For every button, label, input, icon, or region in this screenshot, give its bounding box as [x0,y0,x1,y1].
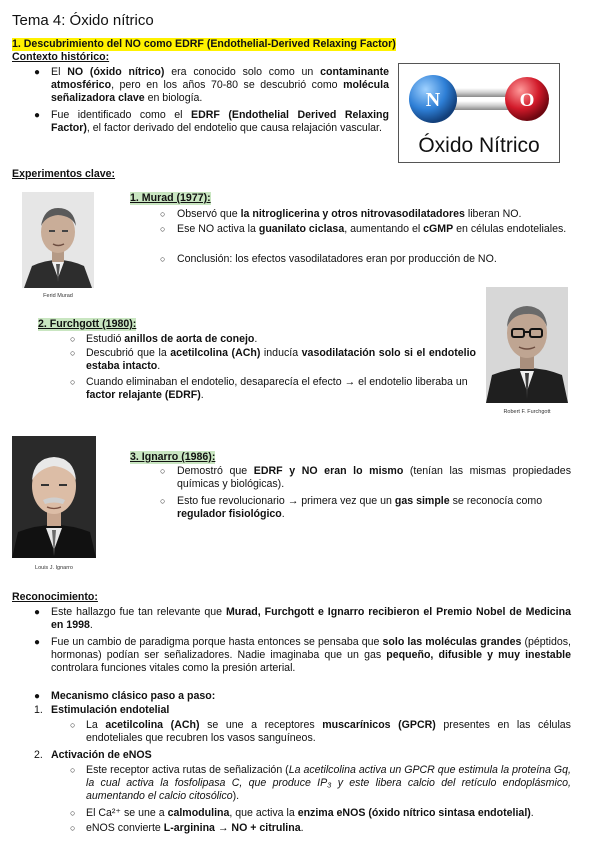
step-2-point-2: El Ca²⁺ se une a calmodulina, que activa la enzima eNOS (óxido nítrico sintasa endotelial). [86,807,534,819]
ignarro-portrait [12,436,96,558]
molecule-label: Óxido Nítrico [418,134,540,157]
atom-n-label: N [425,89,441,111]
bullet: ● [34,110,41,121]
bullet: ● [34,637,41,648]
bullet-circle: ○ [160,496,166,506]
bullet-circle: ○ [160,209,166,219]
bullet-circle: ○ [70,377,76,387]
bullet: ● [34,607,41,618]
murad-portrait [22,192,94,288]
bullet-circle: ○ [160,224,166,234]
bullet: ● [34,691,41,702]
bullet-circle: ○ [70,720,76,730]
mechanism-heading: Mecanismo clásico paso a paso: [51,690,216,702]
step-2-point-1: Este receptor activa rutas de señalización (La acetilcolina activa un GPCR que estimula la proteína Gq, la cual activa la fosfolipasa C, que produce IP₃ y este libera calcio del retículo endoplásmico, aumentando el calcio citosólico). [86,764,571,802]
step-2-number: 2. [34,749,43,761]
bullet-circle: ○ [160,466,166,476]
murad-title: 1. Murad (1977): [130,192,211,204]
context-bullet-2: Fue identificado como el EDRF (Endothelial Derived Relaxing Factor), el factor derivado del endotelio que causa relajación vascular. [51,109,389,134]
step-1-point-1: La acetilcolina (ACh) se une a receptores muscarínicos (GPCR) presentes en las células endoteliales que recubren los vasos sanguíneos. [86,719,571,744]
context-heading: Contexto histórico: [12,51,110,63]
step-2-title: Activación de eNOS [51,749,152,761]
bullet-circle: ○ [70,765,76,775]
murad-point-1: Observó que la nitroglicerina y otros nitrovasodilatadores liberan NO. [177,208,522,220]
furchgott-portrait [486,287,568,403]
murad-caption: Ferid Murad [43,293,73,299]
bullet-circle: ○ [70,808,76,818]
furchgott-title: 2. Furchgott (1980): [38,318,137,330]
murad-point-3: Conclusión: los efectos vasodilatadores eran por producción de NO. [177,253,497,265]
ignarro-title: 3. Ignarro (1986): [130,451,216,463]
ignarro-point-1: Demostró que EDRF y NO eran lo mismo (tenían las mismas propiedades químicas y biológicas). [177,465,571,490]
step-1-title: Estimulación endotelial [51,704,170,716]
atom-o-label: O [519,90,535,111]
recognition-bullet-2: Fue un cambio de paradigma porque hasta entonces se pensaba que solo las moléculas grandes (péptidos, hormonas) podían ser señalizadores. Nadie imaginaba que un gas pequeño, difusible y muy inestable controlara funciones vitales como la presión arterial. [51,636,572,674]
page-title: Tema 4: Óxido nítrico [12,12,154,29]
step-2-point-3: eNOS convierte L-arginina → NO + citrulina. [86,822,304,834]
ignarro-caption: Louis J. Ignarro [35,565,73,571]
bullet-circle: ○ [160,254,166,264]
recognition-bullet-1: Este hallazgo fue tan relevante que Murad, Furchgott e Ignarro recibieron el Premio Nobel de Medicina en 1998. [51,606,571,631]
murad-point-2: Ese NO activa la guanilato ciclasa, aumentando el cGMP en células endoteliales. [177,223,567,235]
nitric-oxide-molecule-image [398,63,560,163]
furchgott-point-2: Descubrió que la acetilcolina (ACh) inducía vasodilatación solo si el endotelio estaba intacto. [86,347,476,372]
furchgott-point-1: Estudió anillos de aorta de conejo. [86,333,258,345]
molecule-svg [399,64,559,162]
step-1-number: 1. [34,704,43,716]
context-bullet-1: El NO (óxido nítrico) era conocido solo como un contaminante atmosférico, pero en los años 70-80 se descubrió como molécula señalizadora clave en biología. [51,66,389,104]
experiments-heading: Experimentos clave: [12,168,116,180]
bullet-circle: ○ [70,823,76,833]
furchgott-point-3: Cuando eliminaban el endotelio, desaparecía el efecto → el endotelio liberaba un factor relajante (EDRF). [86,376,468,401]
recognition-heading: Reconocimiento: [12,591,98,603]
ignarro-point-2: Esto fue revolucionario → primera vez que un gas simple se reconocía como regulador fisiológico. [177,495,543,520]
bullet: ● [34,67,41,78]
furchgott-caption: Robert F. Furchgott [503,409,551,415]
bullet-circle: ○ [70,348,76,358]
bullet-circle: ○ [70,334,76,344]
section-heading: 1. Descubrimiento del NO como EDRF (Endothelial-Derived Relaxing Factor) [12,38,396,50]
